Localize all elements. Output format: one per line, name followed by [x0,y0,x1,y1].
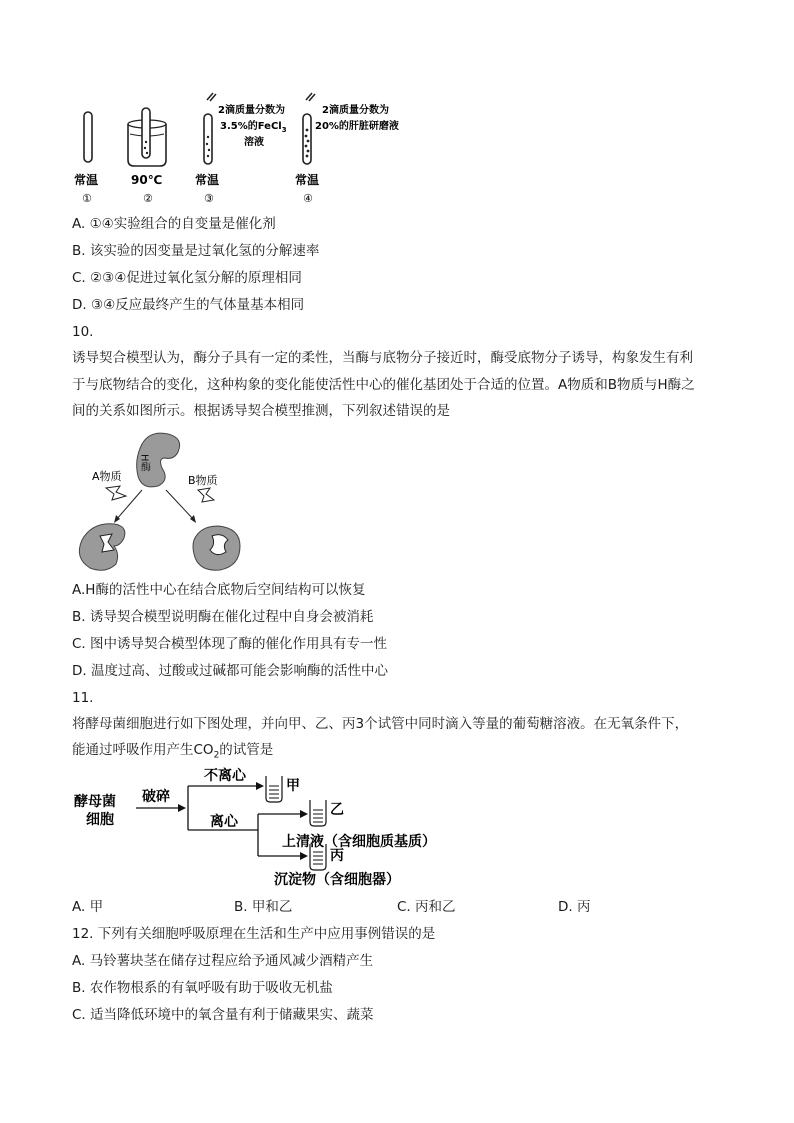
induced-fit-figure [70,428,260,576]
q12-option-c: C. 适当降低环境中的氧含量有利于储藏果实、蔬菜 [72,1007,374,1023]
arrow-right [166,490,194,520]
supernatant-label: 上清液（含细胞质基质） [282,834,436,850]
tube-2-beaker [128,108,166,166]
q9-option-c: C. ②③④促进过氧化氢分解的原理相同 [72,270,302,286]
note4-line1: 2滴质量分数为 [322,105,389,116]
yeast-label-2: 细胞 [86,812,114,828]
test-tube-figure [70,92,430,207]
sediment-label: 沉淀物（含细胞器） [274,872,400,888]
q11-option-c: C. 丙和乙 [397,899,456,915]
tube-3-label: 常温 [195,173,220,187]
note3-line3: 溶液 [244,137,264,148]
tube-3 [204,93,216,164]
yeast-flow-figure [70,764,490,894]
q12-stem: 12. 下列有关细胞呼吸原理在生活和生产中应用事例错误的是 [72,926,436,942]
tube-4-num: ④ [303,192,313,205]
q12-option-b: B. 农作物根系的有氧呼吸有助于吸收无机盐 [72,980,333,996]
substance-a-label: A物质 [92,470,122,483]
tube-1-label: 常温 [74,173,99,187]
q9-option-d: D. ③④反应最终产生的气体量基本相同 [72,297,305,313]
q9-option-b: B. 该实验的因变量是过氧化氢的分解速率 [72,243,320,259]
q11-stem-line1: 将酵母菌细胞进行如下图处理，并向甲、乙、丙3个试管中同时滴入等量的葡萄糖溶液。在无氧条件下， [72,716,689,732]
tube-yi-label: 乙 [330,802,344,818]
note3-line2: 3.5%的FeCl$_3$ [220,121,287,134]
h-enzyme-label: H酶 [138,454,150,472]
q12-option-a: A. 马铃薯块茎在储存过程应给予通风减少酒精产生 [72,953,374,969]
q11-stem-line2: 能通过呼吸作用产生$CO_2$的试管是 [72,742,274,761]
q11-option-a: A. 甲 [72,899,104,915]
tube-jia-label: 甲 [286,778,300,794]
q9-option-a: A. ①④实验组合的自变量是催化剂 [72,216,276,232]
tube-bing-label: 丙 [330,848,344,864]
crush-label: 破碎 [142,789,170,805]
tube-4-label: 常温 [295,173,320,187]
q10-stem-line1: 诱导契合模型认为，酶分子具有一定的柔性，当酶与底物分子接近时，酶受底物分子诱导，构象发生有利 [72,350,693,366]
note3-line1: 2滴质量分数为 [218,105,285,116]
note4-line2: 20%的肝脏研磨液 [315,121,399,132]
q10-option-b: B. 诱导契合模型说明酶在催化过程中自身会被消耗 [72,609,374,625]
q10-option-c: C. 图中诱导契合模型体现了酶的催化作用具有专一性 [72,636,388,652]
q11-option-b: B. 甲和乙 [234,899,293,915]
tube-2-label: 90℃ [131,173,163,187]
q10-option-a: A.H酶的活性中心在结合底物后空间结构可以恢复 [72,582,366,598]
yeast-label-1: 酵母菌 [74,794,116,810]
tube-yi [310,800,326,826]
tube-4 [303,93,315,164]
substance-b-label: B物质 [188,474,218,487]
spin-label: 离心 [210,814,238,830]
q10-stem-line3: 间的关系如图所示。根据诱导契合模型推测，下列叙述错误的是 [72,403,450,419]
tube-1 [84,112,92,162]
substance-b-shape [198,488,214,502]
substance-a-shape [106,486,126,500]
no-spin-label: 不离心 [204,768,246,784]
tube-3-num: ③ [204,192,214,205]
tube-1-num: ① [82,192,92,205]
tube-2-num: ② [143,192,153,205]
q10-number: 10. [72,324,94,340]
q11-option-d: D. 丙 [558,899,591,915]
enzyme-complex-left [79,524,125,570]
tube-jia [266,776,282,802]
q11-number: 11. [72,690,94,706]
q10-option-d: D. 温度过高、过酸或过碱都可能会影响酶的活性中心 [72,663,388,679]
q10-stem-line2: 于与底物结合的变化，这种构象的变化能使活性中心的催化基团处于合适的位置。A物质和B物质与H酶之 [72,377,695,393]
